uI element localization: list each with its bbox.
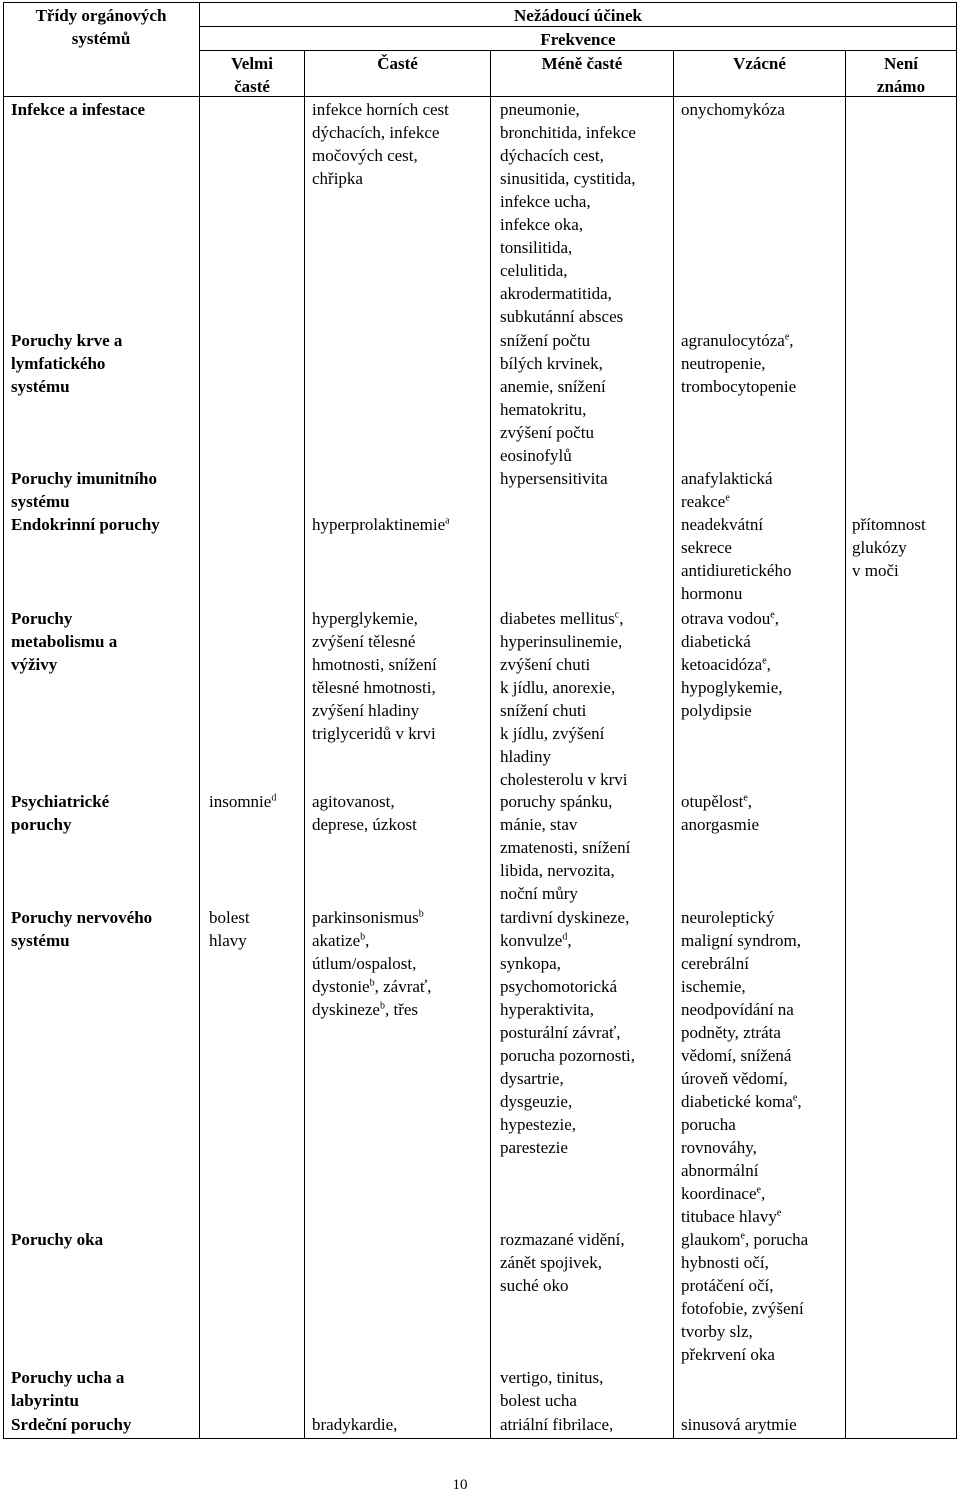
organ-srdce: Srdeční poruchy bbox=[11, 1415, 132, 1434]
cell-endokrinni-common: hyperprolaktinemie$^a$ bbox=[312, 515, 450, 534]
header-frequency: Frekvence bbox=[540, 30, 616, 49]
cell-psychiatricke-very-common: insomnie$^d$ bbox=[209, 792, 277, 811]
cell-psychiatricke-common: agitovanost, deprese, úzkost bbox=[312, 792, 417, 834]
organ-imunitni: Poruchy imunitního systému bbox=[11, 469, 157, 511]
cell-srdce-uncommon: atriální fibrilace, bbox=[500, 1415, 614, 1434]
header-rare: Vzácné bbox=[733, 54, 786, 73]
cell-oko-rare: glaukom$^e$, porucha hybnosti očí, protáčení očí, fotofobie, zvýšení tvorby slz, překrvení oka bbox=[681, 1230, 809, 1364]
header-very-common: Velmi časté bbox=[231, 54, 273, 96]
cell-psychiatricke-rare: otupělost$^e$, anorgasmie bbox=[681, 792, 760, 834]
cell-metabolismus-uncommon: diabetes mellitus$^c$, hyperinsulinemie, zvýšení chuti k jídlu, anorexie, snížení chuti k jídlu, zvýšení hladiny cholesterolu v krvi bbox=[500, 609, 628, 789]
cell-psychiatricke-uncommon: poruchy spánku, mánie, stav zmatenosti, snížení libida, nervozita, noční můry bbox=[500, 792, 631, 903]
organ-ucho: Poruchy ucha a labyrintu bbox=[11, 1368, 125, 1410]
organ-infekce: Infekce a infestace bbox=[11, 100, 146, 119]
cell-srdce-common: bradykardie, bbox=[312, 1415, 398, 1434]
cell-imunitni-rare: anafylaktická reakce$^e$ bbox=[681, 469, 773, 511]
organ-endokrinni: Endokrinní poruchy bbox=[11, 515, 160, 534]
cell-krve-uncommon: snížení počtu bílých krvinek, anemie, snížení hematokritu, zvýšení počtu eosinofylů bbox=[500, 331, 606, 465]
cell-infekce-common: infekce horních cest dýchacích, infekce močových cest, chřipka bbox=[312, 100, 449, 188]
cell-nervovy-rare: neuroleptický maligní syndrom, cerebrální ischemie, neodpovídání na podněty, ztráta vědomí, snížená úroveň vědomí, diabetické koma$^e$, porucha rovnováhy, abnormální koordinace$^e$, titubace hlavy$^e$ bbox=[681, 908, 802, 1226]
cell-metabolismus-rare: otrava vodou$^e$, diabetická ketoacidóza$^e$, hypoglykemie, polydipsie bbox=[681, 609, 783, 720]
cell-metabolismus-common: hyperglykemie, zvýšení tělesné hmotnosti, snížení tělesné hmotnosti, zvýšení hladiny triglyceridů v krvi bbox=[312, 609, 437, 743]
rule-header-bottom bbox=[3, 96, 957, 97]
cell-nervovy-common: parkinsonismus$^b$ akatize$^b$, útlum/ospalost, dystonie$^b$, závrať, dyskineze$^b$, třes bbox=[312, 908, 432, 1019]
col-rule-3 bbox=[490, 50, 491, 1438]
header-adverse-effect: Nežádoucí účinek bbox=[514, 6, 642, 25]
header-uncommon: Méně časté bbox=[541, 54, 623, 73]
cell-srdce-rare: sinusová arytmie bbox=[681, 1415, 797, 1434]
cell-krve-rare: agranulocytóza$^e$, neutropenie, trombocytopenie bbox=[681, 331, 797, 396]
rule-header-top bbox=[3, 2, 957, 3]
cell-oko-uncommon: rozmazané vidění, zánět spojivek, suché oko bbox=[500, 1230, 625, 1295]
col-rule-4 bbox=[673, 50, 674, 1438]
cell-infekce-uncommon: pneumonie, bronchitida, infekce dýchacích cest, sinusitida, cystitida, infekce ucha, infekce oka, tonsilitida, celulitida, akrodermatitida, subkutánní absces bbox=[500, 100, 636, 326]
col-rule-5 bbox=[845, 50, 846, 1438]
cell-ucho-uncommon: vertigo, tinitus, bolest ucha bbox=[500, 1368, 604, 1410]
cell-infekce-rare: onychomykóza bbox=[681, 100, 785, 119]
cell-nervovy-uncommon: tardivní dyskineze, konvulze$^d$, synkopa, psychomotorická hyperaktivita, posturální závrať, porucha pozornosti, dysartrie, dysgeuzie, hypestezie, parestezie bbox=[500, 908, 636, 1157]
organ-oko: Poruchy oka bbox=[11, 1230, 104, 1249]
col-rule-2 bbox=[304, 50, 305, 1438]
organ-psychiatricke: Psychiatrické poruchy bbox=[11, 792, 110, 834]
organ-krve: Poruchy krve a lymfatického systému bbox=[11, 331, 123, 396]
header-unknown: Není známo bbox=[876, 54, 926, 96]
header-common: Časté bbox=[377, 54, 418, 73]
organ-nervovy: Poruchy nervového systému bbox=[11, 908, 153, 950]
page-number: 10 bbox=[452, 1477, 468, 1493]
rule-table-bottom bbox=[3, 1438, 957, 1439]
cell-endokrinni-rare: neadekvátní sekrece antidiuretického hormonu bbox=[681, 515, 792, 603]
organ-metabolismus: Poruchy metabolismu a výživy bbox=[11, 609, 118, 674]
cell-nervovy-very-common: bolest hlavy bbox=[209, 908, 250, 950]
col-rule-1 bbox=[199, 2, 200, 1438]
cell-endokrinni-unknown: přítomnost glukózy v moči bbox=[852, 515, 926, 580]
header-organ-class: Třídy orgánových systémů bbox=[35, 6, 167, 48]
cell-imunitni-uncommon: hypersensitivita bbox=[500, 469, 608, 488]
